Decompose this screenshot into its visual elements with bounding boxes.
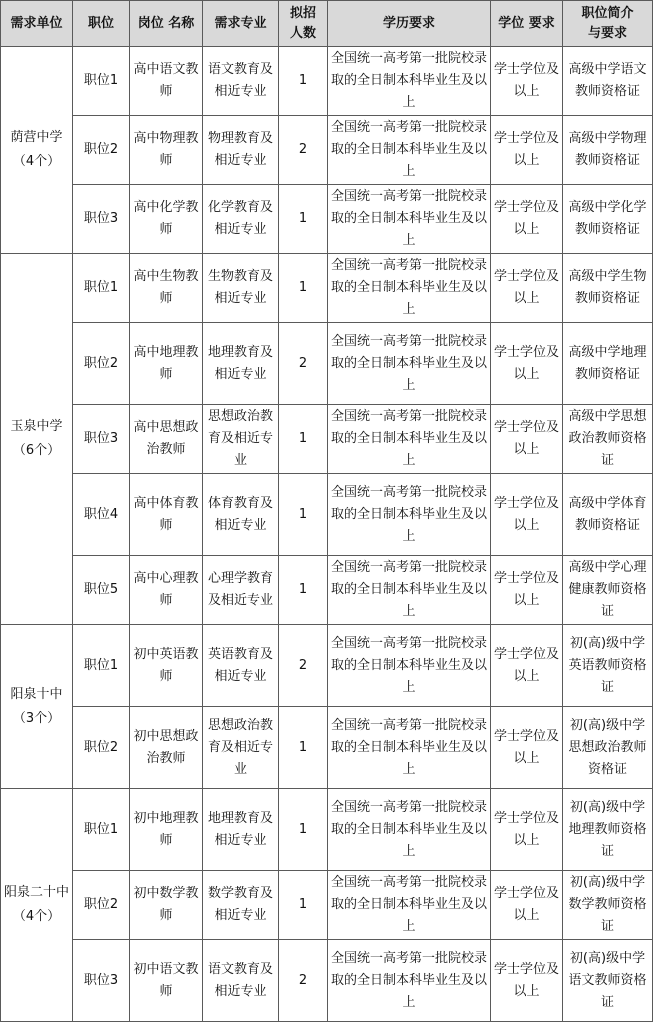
header-row (1, 1, 653, 47)
post-cell: 高中心理教师 (130, 556, 203, 625)
major-cell: 思想政治教育及相近专业 (203, 405, 279, 474)
post-cell: 高中思想政治教师 (130, 405, 203, 474)
note-cell: 初(高)级中学语文教师资格证 (563, 940, 653, 1022)
table-row (1, 707, 653, 789)
position-cell: 职位3 (73, 940, 130, 1022)
post-cell: 高中生物教师 (130, 254, 203, 323)
major-cell: 体育教育及相近专业 (203, 474, 279, 556)
position-cell: 职位4 (73, 474, 130, 556)
major-cell: 心理学教育及相近专业 (203, 556, 279, 625)
post-cell: 高中语文教师 (130, 47, 203, 116)
position-cell: 职位1 (73, 789, 130, 871)
note-cell: 高级中学心理健康教师资格证 (563, 556, 653, 625)
position-cell: 职位1 (73, 254, 130, 323)
table-row (1, 556, 653, 625)
count-cell: 1 (279, 254, 328, 323)
education-cell: 全国统一高考第一批院校录取的全日制本科毕业生及以上 (328, 405, 491, 474)
education-cell: 全国统一高考第一批院校录取的全日制本科毕业生及以上 (328, 871, 491, 940)
count-cell: 1 (279, 405, 328, 474)
note-cell: 初(高)级中学数学教师资格证 (563, 871, 653, 940)
note-cell: 初(高)级中学英语教师资格证 (563, 625, 653, 707)
note-cell: 高级中学生物教师资格证 (563, 254, 653, 323)
degree-cell: 学士学位及以上 (491, 323, 563, 405)
degree-cell: 学士学位及以上 (491, 254, 563, 323)
note-cell: 高级中学化学教师资格证 (563, 185, 653, 254)
education-cell: 全国统一高考第一批院校录取的全日制本科毕业生及以上 (328, 47, 491, 116)
major-cell: 英语教育及相近专业 (203, 625, 279, 707)
header-unit: 需求单位 (1, 1, 73, 47)
note-cell: 高级中学语文教师资格证 (563, 47, 653, 116)
major-cell: 数学教育及相近专业 (203, 871, 279, 940)
degree-cell: 学士学位及以上 (491, 556, 563, 625)
table-row (1, 323, 653, 405)
position-cell: 职位3 (73, 185, 130, 254)
unit-cell: 阳泉二十中 （4个） (1, 789, 73, 1022)
degree-cell: 学士学位及以上 (491, 707, 563, 789)
post-cell: 初中思想政治教师 (130, 707, 203, 789)
major-cell: 化学教育及相近专业 (203, 185, 279, 254)
major-cell: 生物教育及相近专业 (203, 254, 279, 323)
table-row (1, 116, 653, 185)
table-row (1, 405, 653, 474)
header-note: 职位简介 与要求 (563, 1, 653, 47)
education-cell: 全国统一高考第一批院校录取的全日制本科毕业生及以上 (328, 323, 491, 405)
note-cell: 高级中学物理教师资格证 (563, 116, 653, 185)
position-cell: 职位3 (73, 405, 130, 474)
degree-cell: 学士学位及以上 (491, 47, 563, 116)
position-cell: 职位2 (73, 323, 130, 405)
position-cell: 职位1 (73, 47, 130, 116)
education-cell: 全国统一高考第一批院校录取的全日制本科毕业生及以上 (328, 707, 491, 789)
count-cell: 2 (279, 116, 328, 185)
education-cell: 全国统一高考第一批院校录取的全日制本科毕业生及以上 (328, 625, 491, 707)
count-cell: 2 (279, 323, 328, 405)
position-cell: 职位1 (73, 625, 130, 707)
table-row (1, 185, 653, 254)
table-row (1, 940, 653, 1022)
degree-cell: 学士学位及以上 (491, 871, 563, 940)
unit-cell: 阳泉十中 （3个） (1, 625, 73, 789)
table-row (1, 625, 653, 707)
unit-cell: 玉泉中学 （6个） (1, 254, 73, 625)
major-cell: 物理教育及相近专业 (203, 116, 279, 185)
post-cell: 高中物理教师 (130, 116, 203, 185)
post-cell: 高中化学教师 (130, 185, 203, 254)
education-cell: 全国统一高考第一批院校录取的全日制本科毕业生及以上 (328, 474, 491, 556)
table-row (1, 789, 653, 871)
count-cell: 1 (279, 556, 328, 625)
degree-cell: 学士学位及以上 (491, 474, 563, 556)
table-row (1, 474, 653, 556)
count-cell: 1 (279, 47, 328, 116)
note-cell: 高级中学体育教师资格证 (563, 474, 653, 556)
degree-cell: 学士学位及以上 (491, 405, 563, 474)
post-cell: 高中体育教师 (130, 474, 203, 556)
note-cell: 初(高)级中学地理教师资格证 (563, 789, 653, 871)
major-cell: 地理教育及相近专业 (203, 323, 279, 405)
education-cell: 全国统一高考第一批院校录取的全日制本科毕业生及以上 (328, 185, 491, 254)
table-row (1, 254, 653, 323)
education-cell: 全国统一高考第一批院校录取的全日制本科毕业生及以上 (328, 789, 491, 871)
position-cell: 职位2 (73, 116, 130, 185)
degree-cell: 学士学位及以上 (491, 940, 563, 1022)
unit-cell: 荫营中学 （4个） (1, 47, 73, 254)
count-cell: 1 (279, 789, 328, 871)
degree-cell: 学士学位及以上 (491, 789, 563, 871)
major-cell: 语文教育及相近专业 (203, 940, 279, 1022)
header-position: 职位 (73, 1, 130, 47)
position-cell: 职位2 (73, 871, 130, 940)
position-cell: 职位5 (73, 556, 130, 625)
count-cell: 1 (279, 707, 328, 789)
major-cell: 语文教育及相近专业 (203, 47, 279, 116)
education-cell: 全国统一高考第一批院校录取的全日制本科毕业生及以上 (328, 556, 491, 625)
major-cell: 思想政治教育及相近专业 (203, 707, 279, 789)
note-cell: 高级中学思想政治教师资格证 (563, 405, 653, 474)
count-cell: 2 (279, 940, 328, 1022)
position-cell: 职位2 (73, 707, 130, 789)
note-cell: 高级中学地理教师资格证 (563, 323, 653, 405)
count-cell: 1 (279, 871, 328, 940)
degree-cell: 学士学位及以上 (491, 625, 563, 707)
table-row (1, 871, 653, 940)
degree-cell: 学士学位及以上 (491, 185, 563, 254)
note-cell: 初(高)级中学思想政治教师资格证 (563, 707, 653, 789)
post-cell: 初中地理教师 (130, 789, 203, 871)
education-cell: 全国统一高考第一批院校录取的全日制本科毕业生及以上 (328, 116, 491, 185)
education-cell: 全国统一高考第一批院校录取的全日制本科毕业生及以上 (328, 254, 491, 323)
count-cell: 2 (279, 625, 328, 707)
post-cell: 高中地理教师 (130, 323, 203, 405)
education-cell: 全国统一高考第一批院校录取的全日制本科毕业生及以上 (328, 940, 491, 1022)
count-cell: 1 (279, 185, 328, 254)
post-cell: 初中语文教师 (130, 940, 203, 1022)
header-major: 需求专业 (203, 1, 279, 47)
header-education: 学历要求 (328, 1, 491, 47)
degree-cell: 学士学位及以上 (491, 116, 563, 185)
header-post-name: 岗位 名称 (130, 1, 203, 47)
count-cell: 1 (279, 474, 328, 556)
table-row (1, 47, 653, 116)
post-cell: 初中英语教师 (130, 625, 203, 707)
major-cell: 地理教育及相近专业 (203, 789, 279, 871)
header-degree: 学位 要求 (491, 1, 563, 47)
post-cell: 初中数学教师 (130, 871, 203, 940)
header-count: 拟招 人数 (279, 1, 328, 47)
